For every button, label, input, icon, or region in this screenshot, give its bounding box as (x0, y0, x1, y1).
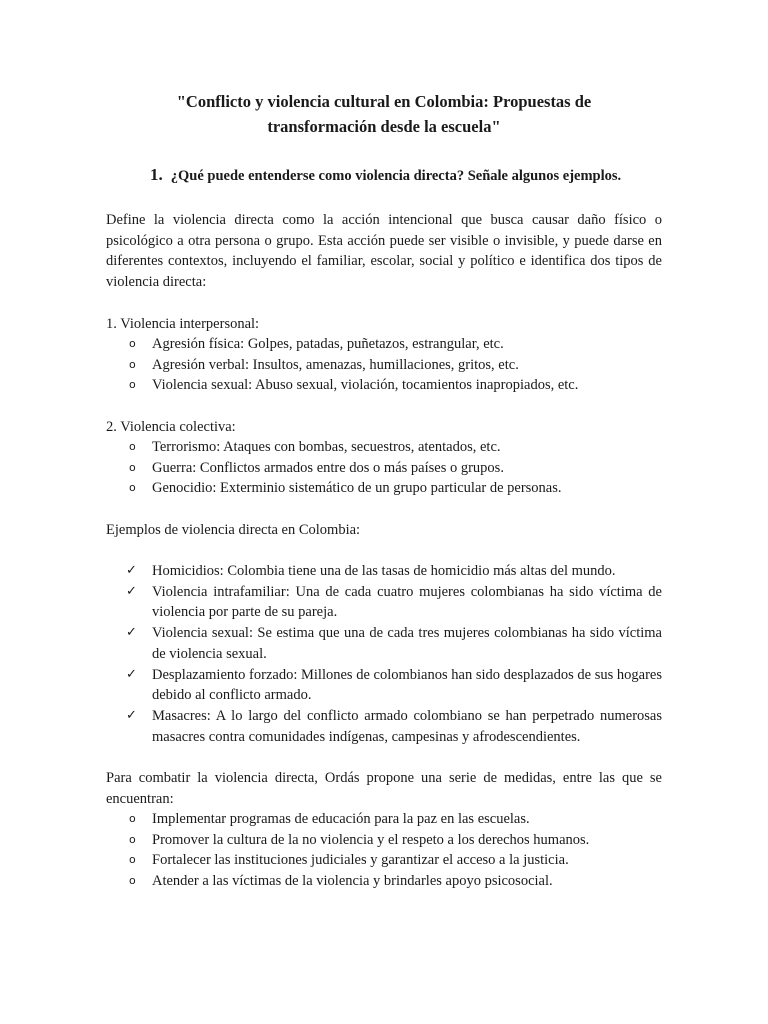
list-item: o Guerra: Conflictos armados entre dos o más países o grupos. (106, 458, 662, 479)
list-item: o Agresión verbal: Insultos, amenazas, humillaciones, gritos, etc. (106, 355, 662, 376)
question-heading (150, 164, 670, 187)
check-icon: ✓ (126, 625, 137, 641)
section-1-heading: 1. Violencia interpersonal: (106, 316, 260, 332)
list-item: o Violencia sexual: Abuso sexual, violación, tocamientos inapropiados, etc. (106, 375, 662, 396)
circle-bullet-icon: o (129, 853, 136, 867)
measures-list (106, 809, 662, 892)
check-icon: ✓ (126, 666, 137, 682)
list-item: o Agresión física: Golpes, patadas, puñetazos, estrangular, etc. (106, 334, 662, 355)
list-item: ✓ Desplazamiento forzado: Millones de colombianos han sido desplazados de sus hogares debido al conflicto armado. (126, 666, 662, 704)
section-1-list (106, 334, 662, 396)
section-2-list (106, 437, 662, 499)
examples-list (106, 561, 662, 747)
check-icon: ✓ (126, 707, 137, 723)
list-item: ✓ Violencia intrafamiliar: Una de cada cuatro mujeres colombianas ha sido víctima de violencia por parte de su pareja. (126, 583, 662, 621)
list-item: o Fortalecer las instituciones judiciales y garantizar el acceso a la justicia. (106, 850, 662, 871)
list-item: o Implementar programas de educación para la paz en las escuelas. (106, 809, 662, 830)
circle-bullet-icon: o (129, 832, 136, 846)
title-line-2: transformación desde la escuela" (267, 117, 501, 136)
circle-bullet-icon: o (129, 378, 136, 392)
section-2-heading: 2. Violencia colectiva: (106, 419, 236, 435)
circle-bullet-icon: o (129, 440, 136, 453)
list-item: o Genocidio: Exterminio sistemático de un grupo particular de personas. (106, 478, 662, 499)
measures-paragraph: Para combatir la violencia directa, Ordás propone una serie de medidas, entre las que se encuentran: (106, 770, 662, 807)
circle-bullet-icon: o (129, 481, 136, 495)
list-item: ✓ Homicidios: Colombia tiene una de las tasas de homicidio más altas del mundo. (106, 561, 662, 582)
circle-bullet-icon: o (129, 812, 136, 825)
examples-heading: Ejemplos de violencia directa en Colombia: (106, 522, 361, 538)
circle-bullet-icon: o (129, 357, 136, 371)
list-item: o Atender a las víctimas de la violencia y brindarles apoyo psicosocial. (106, 871, 662, 892)
check-icon: ✓ (126, 583, 137, 599)
circle-bullet-icon: o (129, 460, 136, 474)
document-title (106, 89, 662, 139)
intro-paragraph: Define la violencia directa como la acción intencional que busca causar daño físico o psicológico a otra persona o grupo. Esta acción puede ser visible o invisible, y puede darse en diferentes contextos, incluyendo el familiar, escolar, social y político e identifica dos tipos de violencia directa: (106, 212, 662, 291)
title-line-1: "Conflicto y violencia cultural en Colombia: Propuestas de (176, 92, 592, 111)
list-item: o Promover la cultura de la no violencia y el respeto a los derechos humanos. (106, 830, 662, 851)
list-item: ✓ Masacres: A lo largo del conflicto armado colombiano se han perpetrado numerosas masacres contra comunidades indígenas, campesinas y afrodescendientes. (126, 707, 662, 745)
list-item: o Terrorismo: Ataques con bombas, secuestros, atentados, etc. (106, 437, 662, 458)
question-number: 1. (150, 165, 163, 184)
check-icon: ✓ (126, 563, 137, 578)
circle-bullet-icon: o (129, 874, 136, 888)
list-item: ✓ Violencia sexual: Se estima que una de cada tres mujeres colombianas ha sido víctima de violencia sexual. (126, 625, 662, 662)
question-text: ¿Qué puede entenderse como violencia directa? Señale algunos ejemplos. (170, 168, 622, 184)
circle-bullet-icon: o (129, 337, 136, 350)
